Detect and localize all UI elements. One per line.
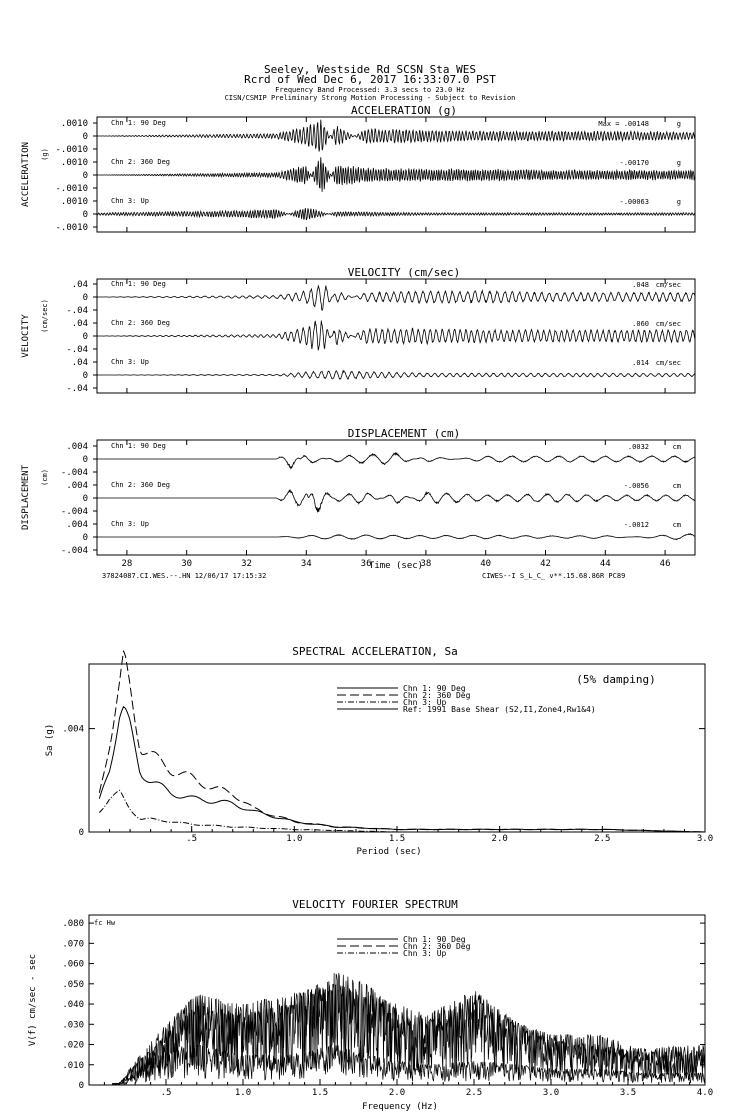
fourier-x-tick-label: 1.0 xyxy=(234,1088,252,1098)
fourier-y-tick-label: .060 xyxy=(62,959,84,970)
y-tick-zero: 0 xyxy=(82,455,88,465)
channel-name: Chn 3: Up xyxy=(111,358,149,366)
y-tick-top: .004 xyxy=(66,520,88,530)
y-tick-top: .04 xyxy=(71,280,88,290)
fourier-xlabel: Frequency (Hz) xyxy=(362,1102,438,1112)
time-panel-side-label: VELOCITY xyxy=(21,314,31,358)
y-tick-zero: 0 xyxy=(82,132,88,142)
sa-line-chn3 xyxy=(99,790,705,832)
fourier-legend-label: Chn 3: Up xyxy=(403,949,447,958)
y-tick-zero: 0 xyxy=(82,533,88,543)
fourier-y-tick-label: .010 xyxy=(62,1060,84,1071)
time-panel-side-label: DISPLACEMENT xyxy=(21,464,31,531)
channel-peak: Max = .00148 xyxy=(598,120,649,128)
sa-title: SPECTRAL ACCELERATION, Sa xyxy=(292,645,458,658)
channel-peak: -.00063 xyxy=(619,198,649,206)
time-panel-side-label: ACCELERATION xyxy=(21,141,31,208)
fourier-x-tick-label: 4.0 xyxy=(696,1088,714,1098)
y-tick-bottom: -.004 xyxy=(60,468,88,478)
fourier-y-tick-label: .030 xyxy=(62,1020,84,1031)
channel-peak: -.0012 xyxy=(623,521,649,529)
y-tick-zero: 0 xyxy=(82,371,88,381)
fourier-y-tick-label: .050 xyxy=(62,979,84,990)
y-tick-zero: 0 xyxy=(82,494,88,504)
fourier-y-tick-label: 0 xyxy=(78,1081,84,1091)
sa-x-tick-label: 1.5 xyxy=(388,834,406,844)
y-tick-top: .0010 xyxy=(60,197,88,207)
sa-y-tick-label: 0 xyxy=(78,828,84,838)
y-tick-bottom: -.0010 xyxy=(55,223,88,233)
y-tick-top: .004 xyxy=(66,442,88,452)
y-tick-bottom: -.04 xyxy=(66,345,88,355)
fourier-x-tick-label: 2.5 xyxy=(465,1088,483,1098)
channel-name: Chn 1: 90 Deg xyxy=(111,442,166,450)
channel-unit: cm xyxy=(672,443,681,451)
time-panel-unit-label: (cm/sec) xyxy=(41,299,49,333)
sa-x-tick-label: 2.0 xyxy=(491,834,508,844)
time-x-tick-label: 36 xyxy=(360,559,372,569)
y-tick-top: .0010 xyxy=(60,158,88,168)
trace-acc-chn3 xyxy=(97,208,695,220)
channel-name: Chn 1: 90 Deg xyxy=(111,280,166,288)
fourier-ylabel: V(f) cm/sec - sec xyxy=(28,953,38,1047)
time-panel-frame xyxy=(97,440,695,555)
time-x-tick-label: 44 xyxy=(599,559,611,569)
time-footer-right: CIWES--I S_L_C_ v**.15.68.86R PC89 xyxy=(482,572,626,580)
y-tick-zero: 0 xyxy=(82,210,88,220)
time-panel-title: ACCELERATION (g) xyxy=(351,104,457,117)
trace-acc-chn2 xyxy=(97,157,695,192)
y-tick-bottom: -.0010 xyxy=(55,184,88,194)
time-x-tick-label: 46 xyxy=(659,559,671,569)
sa-damping: (5% damping) xyxy=(576,673,656,686)
channel-name: Chn 3: Up xyxy=(111,197,149,205)
y-tick-zero: 0 xyxy=(82,171,88,181)
time-xlabel: Time (sec) xyxy=(368,561,424,571)
sa-ylabel: Sa (g) xyxy=(45,723,55,757)
time-footer-left: 37824087.CI.WES.--.HN 12/06/17 17:15:32 xyxy=(102,572,267,580)
header-band: Frequency Band Processed: 3.3 secs to 23.0 Hz xyxy=(275,86,465,94)
sa-frame xyxy=(89,664,705,832)
channel-name: Chn 1: 90 Deg xyxy=(111,119,166,127)
fourier-y-tick-label: .070 xyxy=(62,939,84,950)
fourier-chart xyxy=(62,919,713,1098)
sa-xlabel: Period (sec) xyxy=(356,847,422,857)
trace-disp-chn2 xyxy=(97,490,695,512)
y-tick-bottom: -.04 xyxy=(66,306,88,316)
channel-name: Chn 2: 360 Deg xyxy=(111,158,171,166)
time-panel-title: DISPLACEMENT (cm) xyxy=(347,427,461,440)
sa-x-tick-label: 1.0 xyxy=(286,834,303,844)
time-x-tick-label: 28 xyxy=(121,559,133,569)
fourier-x-tick-label: .5 xyxy=(160,1088,172,1098)
fourier-x-tick-label: 3.5 xyxy=(619,1088,637,1098)
channel-peak: -.00170 xyxy=(619,159,649,167)
channel-unit: g xyxy=(676,159,681,167)
sa-legend-label: Chn 3: Up xyxy=(403,698,447,707)
time-panel-unit-label: (cm) xyxy=(41,469,49,486)
sa-legend-label: Chn 2: 360 Deg xyxy=(403,691,471,700)
y-tick-bottom: -.0010 xyxy=(55,145,88,155)
fourier-corner: fc Hw xyxy=(94,919,116,927)
trace-vel-chn1 xyxy=(97,286,695,311)
channel-name: Chn 2: 360 Deg xyxy=(111,481,171,489)
channel-unit: cm/sec xyxy=(655,320,681,328)
y-tick-top: .04 xyxy=(71,358,88,368)
channel-peak: -.0056 xyxy=(623,482,649,490)
channel-unit: cm xyxy=(672,482,681,490)
fourier-x-tick-label: 1.5 xyxy=(311,1088,329,1098)
time-x-tick-label: 34 xyxy=(300,559,312,569)
header-record: Rcrd of Wed Dec 6, 2017 16:33:07.0 PST xyxy=(244,73,496,86)
time-x-tick-label: 40 xyxy=(480,559,492,569)
fourier-title: VELOCITY FOURIER SPECTRUM xyxy=(292,898,458,911)
channel-unit: g xyxy=(676,198,681,206)
fourier-legend-label: Chn 1: 90 Deg xyxy=(403,935,466,944)
time-x-tick-label: 38 xyxy=(420,559,432,569)
time-panel-unit-label: (g) xyxy=(41,148,49,161)
trace-vel-chn3 xyxy=(97,371,695,380)
fourier-legend-label: Chn 2: 360 Deg xyxy=(403,942,471,951)
y-tick-top: .0010 xyxy=(60,119,88,129)
fourier-y-tick-label: .040 xyxy=(62,1000,84,1011)
time-series-traces xyxy=(97,120,695,540)
sa-x-tick-label: 2.5 xyxy=(594,834,611,844)
y-tick-bottom: -.004 xyxy=(60,546,88,556)
sa-x-tick-label: 3.0 xyxy=(696,834,714,844)
time-x-tick-label: 32 xyxy=(241,559,252,569)
trace-disp-chn3 xyxy=(97,534,695,540)
sa-y-tick-label: .004 xyxy=(62,724,84,735)
sa-line-chn1 xyxy=(99,707,705,832)
time-panel-title: VELOCITY (cm/sec) xyxy=(347,266,461,279)
channel-unit: g xyxy=(676,120,681,128)
trace-vel-chn2 xyxy=(97,321,695,351)
y-tick-bottom: -.04 xyxy=(66,384,88,394)
channel-peak: .014 xyxy=(632,359,649,367)
trace-disp-chn1 xyxy=(97,453,695,468)
channel-name: Chn 2: 360 Deg xyxy=(111,319,171,327)
y-tick-top: .04 xyxy=(71,319,88,329)
fourier-x-tick-label: 3.0 xyxy=(542,1088,560,1098)
channel-peak: .060 xyxy=(632,320,649,328)
channel-peak: .0032 xyxy=(627,443,649,451)
channel-peak: .048 xyxy=(632,281,649,289)
header-notice: CISN/CSMIP Preliminary Strong Motion Processing - Subject to Revision xyxy=(224,94,516,102)
sa-legend-label: Ref: 1991 Base Shear (S2,I1,Zone4,Rw1&4) xyxy=(403,705,596,714)
channel-unit: cm/sec xyxy=(655,359,681,367)
channel-name: Chn 3: Up xyxy=(111,520,149,528)
y-tick-top: .004 xyxy=(66,481,88,491)
y-tick-zero: 0 xyxy=(82,332,88,342)
channel-unit: cm xyxy=(672,521,681,529)
fourier-y-tick-label: .080 xyxy=(62,919,84,930)
fourier-y-tick-label: .020 xyxy=(62,1040,84,1051)
y-tick-bottom: -.004 xyxy=(60,507,88,517)
time-x-tick-label: 42 xyxy=(540,559,551,569)
y-tick-zero: 0 xyxy=(82,293,88,303)
channel-unit: cm/sec xyxy=(655,281,681,289)
sa-legend-label: Chn 1: 90 Deg xyxy=(403,684,466,693)
time-x-tick-label: 30 xyxy=(181,559,193,569)
sa-x-tick-label: .5 xyxy=(186,834,198,844)
fourier-x-tick-label: 2.0 xyxy=(388,1088,406,1098)
header-station: Seeley, Westside Rd SCSN Sta WES xyxy=(264,63,476,76)
